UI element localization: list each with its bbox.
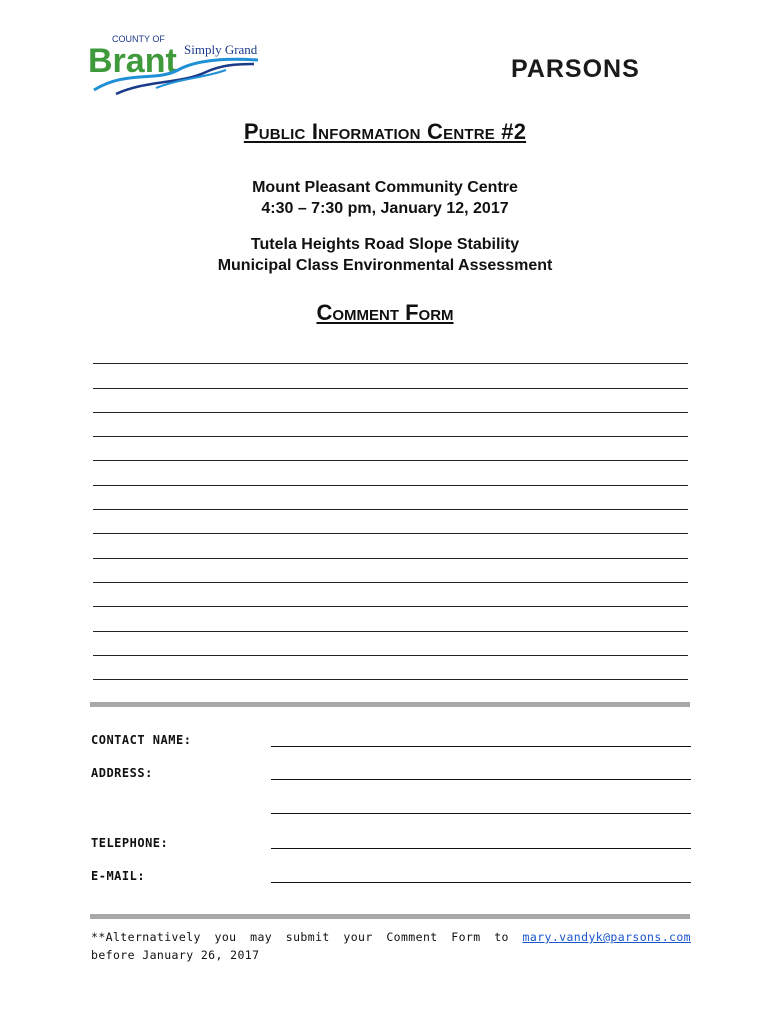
comment-line[interactable] xyxy=(93,486,688,510)
logo-county-of-text: COUNTY OF xyxy=(112,34,165,44)
venue-info xyxy=(0,177,770,219)
county-of-brant-logo xyxy=(86,30,266,96)
note-prefix: **Alternatively you may submit your Comment Form to xyxy=(91,930,509,944)
telephone-field[interactable] xyxy=(271,848,691,849)
logo-tagline-text: Simply Grand xyxy=(184,42,258,57)
comment-line[interactable] xyxy=(93,364,688,388)
form-title: Comment Form xyxy=(316,300,454,325)
submission-note xyxy=(91,928,691,964)
note-suffix: before January 26, 2017 xyxy=(91,948,260,962)
comment-line[interactable] xyxy=(93,656,688,680)
comment-line[interactable] xyxy=(93,389,688,413)
comment-line[interactable] xyxy=(93,437,688,461)
email-link[interactable]: mary.vandyk@parsons.com xyxy=(522,930,691,944)
divider-bottom xyxy=(90,914,690,919)
venue-line-2: 4:30 – 7:30 pm, January 12, 2017 xyxy=(261,200,509,217)
contact-name-field[interactable] xyxy=(271,746,691,747)
comment-line[interactable] xyxy=(93,559,688,583)
comment-line[interactable] xyxy=(93,534,688,558)
divider-top xyxy=(90,702,690,707)
contact-name-label: CONTACT NAME: xyxy=(91,733,192,747)
project-line-2: Municipal Class Environmental Assessment xyxy=(217,257,553,274)
email-field[interactable] xyxy=(271,882,691,883)
comment-line[interactable] xyxy=(93,583,688,607)
comment-line[interactable] xyxy=(93,413,688,437)
venue-line-1: Mount Pleasant Community Centre xyxy=(252,179,518,196)
parsons-logo: PARSONS xyxy=(511,55,640,83)
comment-line[interactable] xyxy=(93,510,688,534)
project-line-1: Tutela Heights Road Slope Stability xyxy=(250,236,520,253)
telephone-label: TELEPHONE: xyxy=(91,836,169,850)
comment-line[interactable] xyxy=(93,632,688,656)
comment-line[interactable] xyxy=(93,340,688,364)
page-title: Public Information Centre #2 xyxy=(243,119,527,144)
logo-brant-text: Brant xyxy=(88,42,177,80)
comment-line[interactable] xyxy=(93,607,688,631)
address-label: ADDRESS: xyxy=(91,766,153,780)
project-info xyxy=(0,234,770,276)
address-field-line-1[interactable] xyxy=(271,779,691,780)
comment-lines[interactable] xyxy=(93,340,688,680)
address-field-line-2[interactable] xyxy=(271,813,691,814)
email-label: E-MAIL: xyxy=(91,869,146,883)
comment-line[interactable] xyxy=(93,461,688,485)
